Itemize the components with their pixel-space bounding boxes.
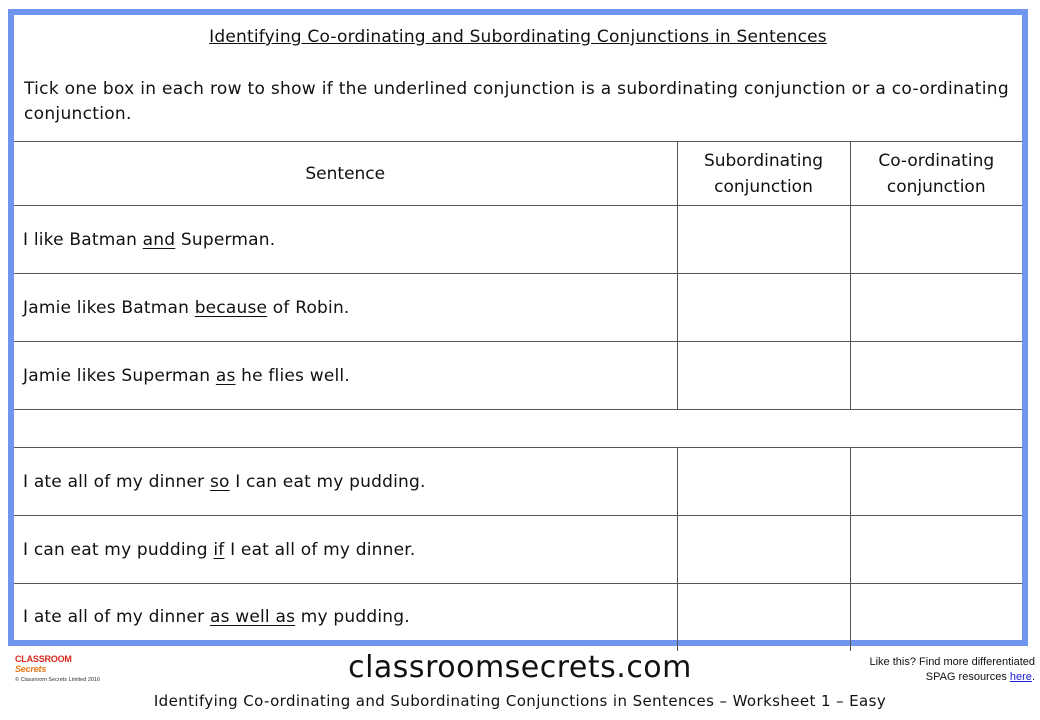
sentence-cell: I ate all of my dinner as well as my pudding. (14, 584, 677, 651)
instructions: Tick one box in each row to show if the underlined conjunction is a subordinating conjunction or a co-ordinating conjunction. (24, 79, 1009, 124)
footer-title: Identifying Co-ordinating and Subordinating Conjunctions in Sentences – Worksheet 1 – Easy (153, 692, 887, 710)
subordinating-tick-box[interactable] (677, 342, 850, 410)
sentence-cell: I can eat my pudding if I eat all of my dinner. (14, 516, 677, 584)
underlined-conjunction: if (213, 539, 225, 560)
coordinating-tick-box[interactable] (850, 516, 1022, 584)
coordinating-tick-box[interactable] (850, 342, 1022, 410)
sentence-cell: Jamie likes Batman because of Robin. (14, 274, 677, 342)
underlined-conjunction: and (142, 229, 176, 250)
spacer-cell (14, 410, 1022, 448)
coordinating-tick-box[interactable] (850, 584, 1022, 651)
subordinating-tick-box[interactable] (677, 206, 850, 274)
subordinating-tick-box[interactable] (677, 516, 850, 584)
subordinating-tick-box[interactable] (677, 274, 850, 342)
header-row (14, 142, 1022, 206)
table-row (14, 448, 1022, 516)
header-sentence: Sentence (14, 142, 677, 206)
logo-wordmark: CLASSROOM Secrets (15, 654, 72, 674)
subordinating-tick-box[interactable] (677, 584, 850, 651)
underlined-conjunction: so (209, 471, 230, 492)
copyright-text: © Classroom Secrets Limited 2016 (15, 677, 101, 683)
table-row (14, 516, 1022, 584)
underlined-conjunction: as (215, 365, 236, 386)
header-coordinating: Co-ordinating conjunction (850, 142, 1022, 206)
table-row (14, 206, 1022, 274)
conjunction-table (14, 141, 1022, 651)
worksheet-frame (8, 9, 1028, 646)
subordinating-tick-box[interactable] (677, 448, 850, 516)
table-row (14, 342, 1022, 410)
sentence-cell: Jamie likes Superman as he flies well. (14, 342, 677, 410)
promo-text: Like this? Find more differentiated SPAG resources here. (869, 656, 1035, 683)
coordinating-tick-box[interactable] (850, 274, 1022, 342)
website-name: classroomsecrets.com (348, 650, 692, 685)
underlined-conjunction: because (194, 297, 268, 318)
table-row (14, 274, 1022, 342)
coordinating-tick-box[interactable] (850, 448, 1022, 516)
sentence-cell: I ate all of my dinner so I can eat my pudding. (14, 448, 677, 516)
underlined-conjunction: as well as (209, 607, 296, 628)
coordinating-tick-box[interactable] (850, 206, 1022, 274)
table-row (14, 584, 1022, 651)
sentence-cell: I like Batman and Superman. (14, 206, 677, 274)
here-link[interactable]: here (1009, 671, 1032, 683)
header-subordinating: Subordinating conjunction (677, 142, 850, 206)
spacer-row (14, 410, 1022, 448)
worksheet-title: Identifying Co-ordinating and Subordinating Conjunctions in Sentences (209, 27, 827, 47)
